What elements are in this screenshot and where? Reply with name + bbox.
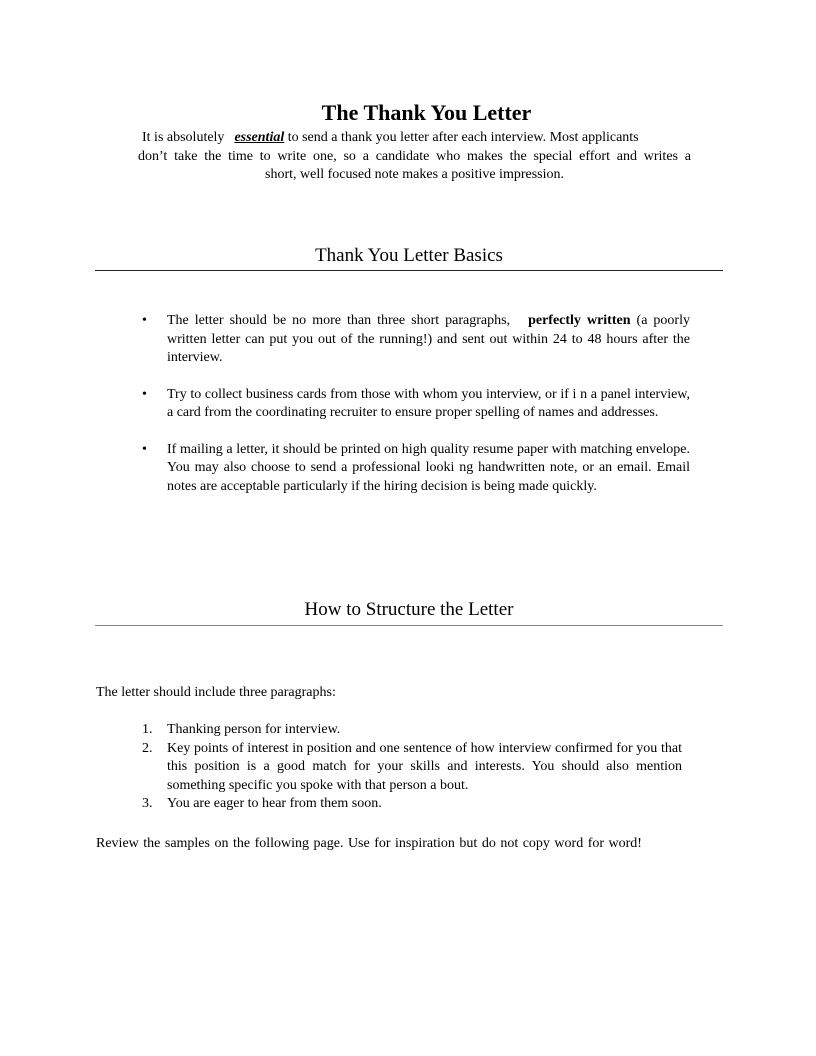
structure-divider xyxy=(95,625,723,626)
structure-step xyxy=(142,740,682,796)
intro-emphasis: essential xyxy=(234,130,285,145)
intro-text-pre: It is absolutely xyxy=(142,130,225,145)
basics-item-bold: perfectly written xyxy=(528,313,631,328)
structure-step xyxy=(142,721,682,740)
intro-text-post: to send a thank you letter after each interview. Most applicants xyxy=(284,130,639,145)
basics-divider xyxy=(95,270,723,271)
structure-step xyxy=(142,795,682,814)
step-number: 2. xyxy=(142,740,153,756)
intro-line-2: don’t take the time to write one, so a candidate who makes the special effort and writes a xyxy=(138,148,691,164)
structure-heading: How to Structure the Letter xyxy=(304,599,514,620)
bullet-marker: • xyxy=(142,313,147,328)
basics-item-text: If mailing a letter, it should be printed on high quality resume paper with matching envelope. You may also choose to send a professional looki ng handwritten note, or an email. Email notes are acceptable particularly if the hiring decision is being made quickly. xyxy=(167,441,690,494)
basics-item-text: Try to collect business cards from those with whom you interview, or if i n a panel interview, a card from the coordinating recruiter to ensure proper spelling of names and addresses. xyxy=(167,386,690,420)
bullet-marker: • xyxy=(142,441,147,457)
step-text: Key points of interest in position and one sentence of how interview confirmed for you that this position is a good match for your skills and interests. You should also mention something specific you spoke with that person a bout. xyxy=(167,740,682,793)
step-text: Thanking person for interview. xyxy=(167,722,341,737)
document-title: The Thank You Letter xyxy=(321,100,532,125)
basics-item-text-post: (a poorly written letter can put you out of the running!) and sent out within 24 to 48 hours after the interview. xyxy=(167,313,690,365)
step-number: 1. xyxy=(142,722,153,737)
step-number: 3. xyxy=(142,796,153,811)
structure-lead: The letter should include three paragraphs: xyxy=(96,685,336,700)
basics-item xyxy=(142,312,690,368)
intro-line-3: short, well focused note makes a positive impression. xyxy=(265,167,564,182)
basics-item xyxy=(142,386,690,423)
structure-steps xyxy=(142,721,682,814)
step-text: You are eager to hear from them soon. xyxy=(167,796,382,811)
basics-list xyxy=(142,312,690,514)
basics-item xyxy=(142,441,690,497)
bullet-marker: • xyxy=(142,386,147,402)
basics-item-text-pre: The letter should be no more than three short paragraphs, xyxy=(167,313,511,328)
closing-paragraph: Review the samples on the following page. Use for inspiration but do not copy word for word! xyxy=(96,836,642,851)
intro-line-1 xyxy=(138,129,691,148)
basics-heading: Thank You Letter Basics xyxy=(315,245,503,266)
intro-paragraph xyxy=(138,129,691,185)
